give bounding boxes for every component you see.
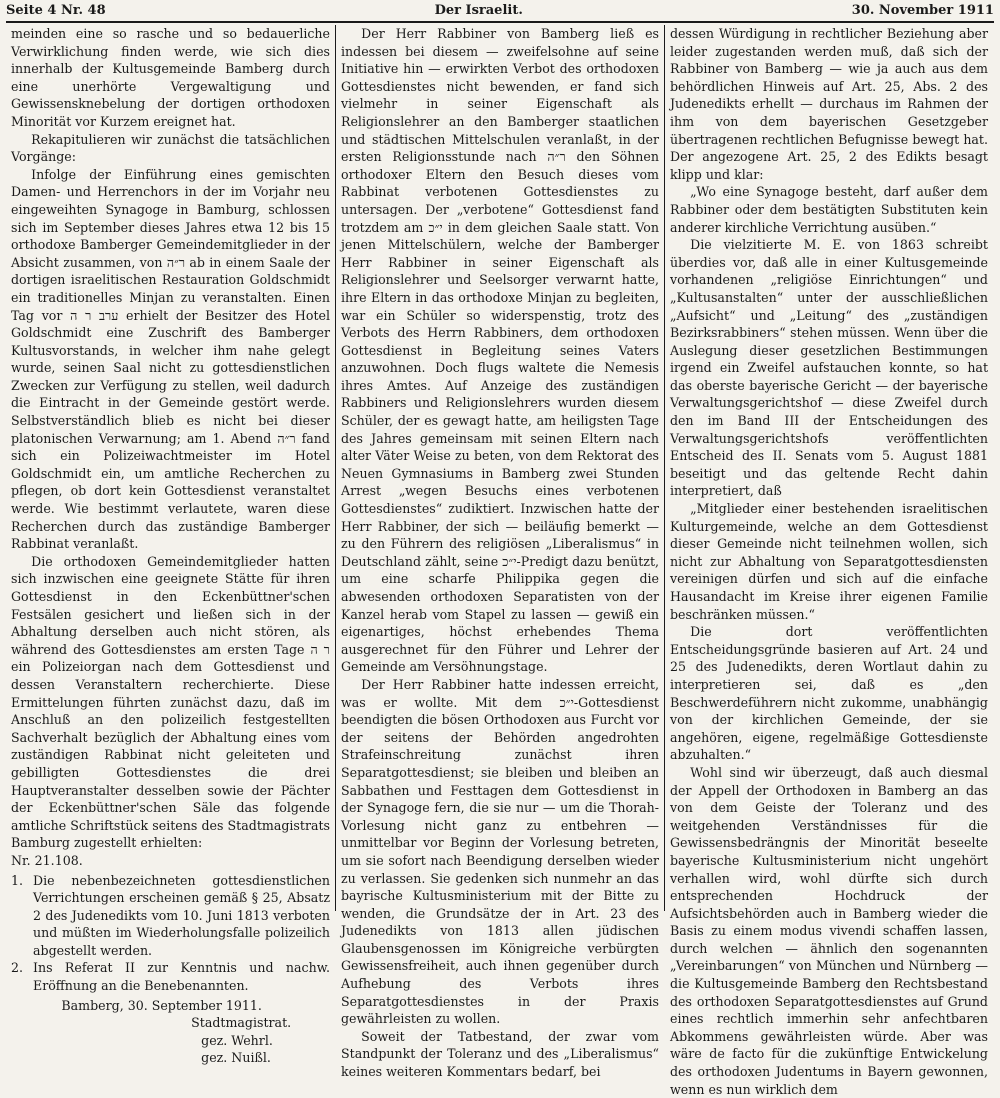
paragraph: Die vielzitierte M. E. von 1863 schreibt überdies vor, daß alle in einer Kultusgemeinde vorhandenen „religiöse Einrichtungen“ und „Kultusanstalten“ unter der ausschließlichen „Aufsicht“ und „Leitung“ des „zuständigen Bezirksrabbiners“ stehen müssen. Wenn über die Auslegung dieser gesetzlichen Bestimmungen irgend ein Zweifel aufstauchen konnte, so hat das oberste bayerische Gericht — der bayerische Verwaltungsgerichtshof — diese Zweifel durch den im Band III der Entscheidungen des Verwaltungsgerichtshofs veröffentlichten Entscheid des II. Senats vom 5. August 1881 beseitigt und das geltende Recht dahin interpretiert, daß — [670, 237, 988, 499]
column-1 — [6, 25, 335, 1066]
decree-list — [11, 872, 330, 995]
paragraph: Der Herr Rabbiner von Bamberg ließ es indessen bei diesem — zweifelsohne auf seine Initiative hin — erwirkten Verbot des orthodoxen Gottesdienstes nicht bewenden, er fand sich vielmehr in seiner Eigenschaft als Religionslehrer an den Bamberger staatlichen und städtischen Mittelschulen veranlaßt, in der ersten Religionsstunde nach ר״ה den Söhnen orthodoxer Eltern den Besuch dieses vom Rabbinat verbotenen Gottesdienstes zu untersagen. Der „verbotene“ Gottesdienst fand trotzdem am י״כ in dem gleichen Saale statt. Von jenen Mittelschülern, welche der Bamberger Herr Rabbiner in seiner Eigenschaft als Religionslehrer und Seelsorger verwarnt hatte, ihre Eltern in das orthodoxe Minjan zu begleiten, war ein Schüler so widerspenstig, trotz des Verbots des Herrn Rabbiners, dem orthodoxen Gottesdienst in Begleitung seines Vaters anzuwohnen. Doch flugs waltete die Nemesis ihres Amtes. Auf Anzeige des zuständigen Rabbiners und Religionslehrers wurden diesem Schüler, der es gewagt hatte, am heiligsten Tage des Jahres gemeinsam mit seinen Eltern nach alter Väter Weise zu beten, von dem Rektorat des Neuen Gymnasiums in Bamberg zwei Stunden Arrest „wegen Besuchs eines verbotenen Gottesdienstes“ zudiktiert. Inzwischen hatte der Herr Rabbiner, der sich — beiläufig bemerkt — zu den Führern des religiösen „Liberalismus“ in Deutschland zählt, seine י״כ-Predigt dazu benützt, um eine scharfe Philippika gegen die abwesenden orthodoxen Separatisten von der Kanzel herab vom Stapel zu lassen — gewiß ein eigenartiges, höchst erhebendes Thema ausgerechnet für den Führer und Lehrer der Gemeinde am Versöhnungstage. — [341, 26, 660, 675]
paragraph: Der Herr Rabbiner hatte indessen erreicht, was er wollte. Mit dem י״כ-Gottesdienst beendigten die bösen Orthodoxen aus Furcht vor der seitens der Behörden angedrohten Strafeinschreitung zunächst ihren Separatgottesdienst; sie bleiben und bleiben an Sabbathen und Festtagen dem Gottesdienst in der Synagoge fern, die sie nur — um die Thorah-Vorlesung nicht ganz zu entbehren — unmittelbar vor Beginn der Vorlesung betreten, um sie sofort nach Beendigung derselben wieder zu verlassen. Sie gedenken sich nunmehr an das bayrische Kultusministerium mit der Bitte zu wenden, die Grundsätze der in Art. 23 des Judenedikts von 1813 allen jüdischen Glaubensgenossen im Königreiche verbürgten Gewissensfreiheit, auch ihnen gegenüber durch Aufhebung des Verbots ihres Separatgottesdienstes in der Praxis gewährleisten zu wollen. — [341, 676, 659, 1027]
paragraph: Die dort veröffentlichten Entscheidungsgründe basieren auf Art. 24 und 25 des Judenedikts, deren Wortlaut dahin zu interpretieren sei, daß es „den Beschwerdeführern nicht zukomme, unabhängig von der kirchlichen Gemeinde, der sie angehören, eigene, regelmäßige Gottesdienste abzuhalten.“ — [670, 624, 988, 763]
paragraph: Rekapitulieren wir zunächst die tatsächlichen Vorgänge: — [11, 131, 330, 165]
page-header — [6, 3, 994, 23]
decree-date: Bamberg, 30. September 1911. — [61, 997, 262, 1013]
list-number: 2. — [11, 960, 24, 976]
paragraph: dessen Würdigung in rechtlicher Beziehung aber leider zugestanden werden muß, daß sich der Rabbiner von Bamberg — wie ja auch aus dem behördlichen Hinweis auf Art. 25, Abs. 2 des Judenedikts erhellt — durchaus im Rahmen der ihm von dem bayerischen Gesetzgeber übertragenen rechtlichen Befugnisse bewegt hat. Der angezogene Art. 25, 2 des Edikts besagt klipp und klar: — [670, 26, 988, 182]
quotation: „Mitglieder einer bestehenden israelitischen Kulturgemeinde, welche an dem Gottesdienst dieser Gemeinde nicht teilnehmen wollen, sich nicht zur Abhaltung von Separatgottesdiensten vereinigen dürfen und sich auf die einfache Hausandacht im Kreise ihrer eigenen Familie beschränken müssen.“ — [670, 501, 988, 622]
issue-date: 30. November 1911 — [851, 3, 994, 18]
paragraph: Die orthodoxen Gemeindemitglieder hatten sich inzwischen eine geeignete Stätte für ihren Gottesdienst in den Eckenbüttner'schen Festsälen gesichert und ließen sich in der Abhaltung derselben auch nicht stören, als während des Gottesdienstes am ersten Tage ר ה ein Polizeiorgan nach dem Gottesdienst und dessen Veranstaltern recherchierte. Diese Ermittelungen führten zunächst dazu, daß im Anschluß an den polizeilich festgestellten Sachverhalt bezüglich der Abhaltung eines vom zuständigen Rabbinat nicht geleiteten und gebilligten Gottesdienstes die drei Hauptveranstalter desselben sowie der Pächter der Eckenbüttner'schen Säle das folgende amtliche Schriftstück seitens des Stadtmagistrats Bamburg zugestellt erhielten: — [11, 553, 330, 851]
list-item — [11, 872, 330, 960]
list-number: 1. — [11, 872, 24, 888]
column-2 — [335, 25, 664, 1080]
article-columns — [6, 25, 994, 1097]
page-number: Seite 4 Nr. 48 — [6, 3, 106, 18]
list-text: Ins Referat II zur Kenntnis und nachw. Eröffnung an die Benebenannten. — [33, 960, 330, 994]
signature-name: gez. Nuißl. — [201, 1050, 271, 1066]
newspaper-title: Der Israelit. — [434, 3, 523, 18]
paragraph: Soweit der Tatbestand, der zwar vom Standpunkt der Toleranz und des „Liberalismus“ keines weiteren Kommentars bedarf, bei — [341, 1028, 659, 1080]
paragraph: Wohl sind wir überzeugt, daß auch diesmal der Appell der Orthodoxen in Bamberg an das von dem Geiste der Toleranz und des weitgehenden Verständnisses für die Gewissensbedrängnis der Minorität beseelte bayerische Kultusministerium nicht ungehört verhallen wird, wohl dürfte sich durch entsprechenden Hochdruck der Aufsichtsbehörden auch in Bamberg wieder die Basis zu einem modus vivendi schaffen lassen, durch welchen — ähnlich den sogenannten „Vereinbarungen“ von München und Nürnberg — die Kultusgemeinde Bamberg den Rechtsbestand des orthodoxen Separatgottesdienstes auf Grund eines rechtlich immerhin sehr anfechtbaren Abkommens gewährleisten würde. Aber was wäre de facto für die zukünftige Entwickelung des orthodoxen Judentums in Bayern gewonnen, wenn es nun wirklich dem — [670, 764, 988, 1097]
quotation: „Wo eine Synagoge besteht, darf außer dem Rabbiner oder dem bestätigten Substituten kein anderer kirchliche Verrichtung ausüben.“ — [670, 184, 988, 235]
signature-name: gez. Wehrl. — [201, 1032, 273, 1048]
list-item — [11, 959, 330, 994]
column-3 — [664, 25, 993, 1097]
paragraph: meinden eine so rasche und so bedauerliche Verwirklichung finden werde, wie sich dies innerhalb der Kultusgemeinde Bamberg durch eine unerhörte Vergewaltigung und Gewissensknebelung der dortigen orthodoxen Minorität vor Kurzem ereignet hat. — [11, 26, 330, 129]
document-number: Nr. 21.108. — [11, 852, 83, 868]
list-text: Die nebenbezeichneten gottesdienstlichen Verrichtungen erscheinen gemäß § 25, Absatz 2 des Judenedikts vom 10. Juni 1813 verboten und müßten im Wiederholungsfalle polizeilich abgestellt werden. — [33, 872, 330, 958]
paragraph: Infolge der Einführung eines gemischten Damen- und Herrenchors in der im Vorjahr neu eingeweihten Synagoge in Bamburg, schlossen sich im September dieses Jahres etwa 12 bis 15 orthodoxe Bamberger Gemeindemitglieder in der Absicht zusammen, von ר״ה ab in einem Saale der dortigen israelitischen Restauration Goldschmidt ein traditionelles Minjan zu veranstalten. Einen Tag vor ערב ר ה erhielt der Besitzer des Hotel Goldschmidt eine Zuschrift des Bamberger Kultusvorstands, in welcher ihm nahe gelegt wurde, seinen Saal nicht zu gottesdienstlichen Zwecken zur Verfügung zu stellen, weil dadurch die Eintracht in der Gemeinde gestört werde. Selbstverständlich blieb es nicht bei dieser platonischen Verwarnung; am 1. Abend ר״ה fand sich ein Polizeiwachtmeister im Hotel Goldschmidt ein, um amtliche Recherchen zu pflegen, ob dort kein Gottesdienst veranstaltet werde. Wie bestimmt verlautete, waren diese Recherchen durch das zuständige Bamberger Rabbinat veranlaßt. — [11, 166, 331, 552]
signature-authority: Stadtmagistrat. — [191, 1015, 292, 1031]
